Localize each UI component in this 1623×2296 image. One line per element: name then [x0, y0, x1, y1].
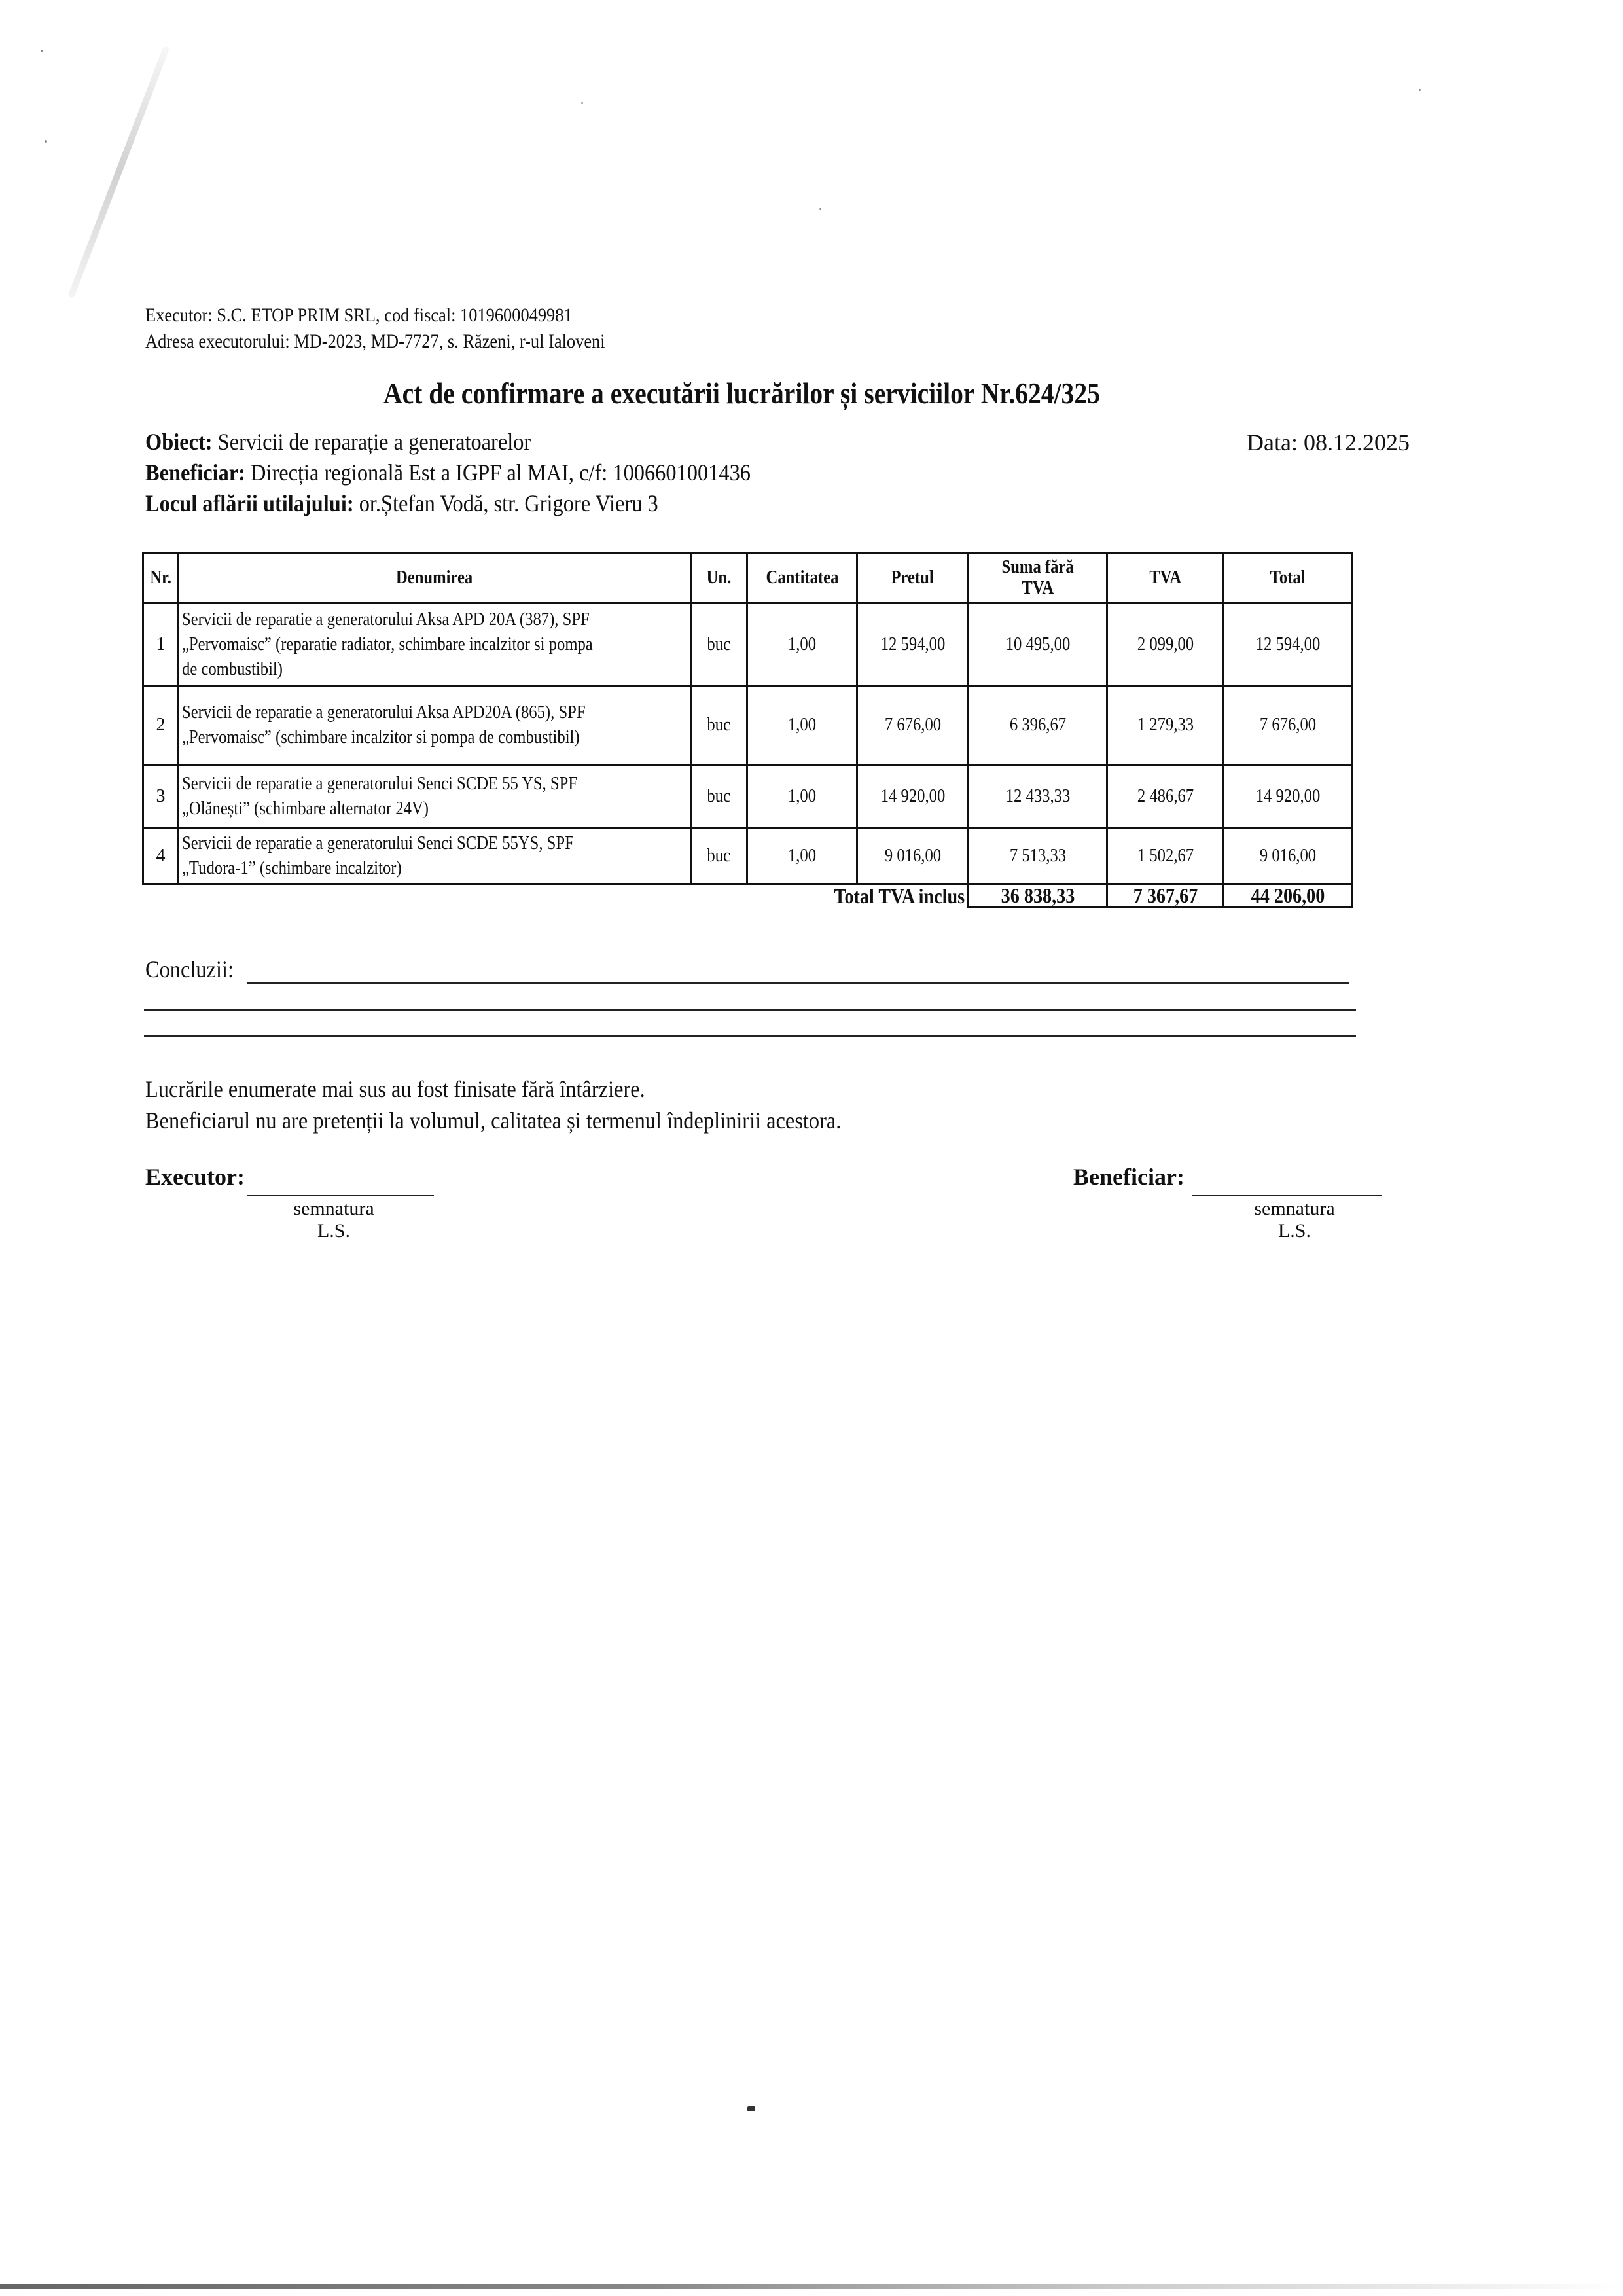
totals-row [143, 884, 1352, 907]
header-denumirea: Denumirea [179, 553, 691, 603]
cell-pretul: 12 594,00 [857, 603, 969, 686]
table-row [143, 828, 1352, 884]
document-date: Data: 08.12.2025 [1247, 429, 1410, 456]
cell-suma-fara-tva: 10 495,00 [969, 603, 1107, 686]
header-total: Total [1224, 553, 1352, 603]
cell-nr: 2 [143, 686, 179, 765]
scan-speck [45, 140, 47, 143]
totals-label: Total TVA inclus [179, 884, 969, 907]
scan-speck [41, 50, 43, 52]
cell-denumirea: Servicii de reparatie a generatorului Senci SCDE 55 YS, SPF „Olănești” (schimbare alternator 24V) [179, 765, 691, 828]
header-tva: TVA [1107, 553, 1224, 603]
cell-denumirea: Servicii de reparatie a generatorului Aksa APD 20A (387), SPF „Pervomaisc” (reparatie radiator, schimbare incalzitor si pompa de combustibil) [179, 603, 691, 686]
document-title: Act de confirmare a executării lucrărilor și serviciilor Nr.624/325 [383, 377, 1100, 410]
table-row [143, 686, 1352, 765]
cell-total: 7 676,00 [1224, 686, 1352, 765]
cell-nr: 3 [143, 765, 179, 828]
items-table [142, 552, 1353, 908]
header-pretul: Pretul [857, 553, 969, 603]
cell-cantitatea: 1,00 [747, 603, 857, 686]
scan-speck [747, 2106, 755, 2111]
cell-pretul: 9 016,00 [857, 828, 969, 884]
statement-line-2: Beneficiarul nu are pretenții la volumul, calitatea și termenul îndeplinirii acestora. [145, 1107, 842, 1134]
scan-speck [1419, 89, 1421, 91]
beneficiar-signature-caption [1236, 1198, 1353, 1242]
table-row [143, 765, 1352, 828]
beneficiar-label: Beneficiar: [145, 459, 245, 486]
concluzii-line-3[interactable] [144, 1035, 1356, 1037]
executor-line: Executor: S.C. ETOP PRIM SRL, cod fiscal: 1019600049981 [145, 304, 573, 326]
beneficiar-signature-label: Beneficiar: [1073, 1164, 1185, 1190]
cell-suma-fara-tva: 12 433,33 [969, 765, 1107, 828]
concluzii-label: Concluzii: [145, 956, 234, 982]
cell-nr: 4 [143, 828, 179, 884]
cell-cantitatea: 1,00 [747, 828, 857, 884]
document-meta [145, 427, 751, 519]
executor-ls: L.S. [317, 1220, 350, 1242]
cell-pretul: 7 676,00 [857, 686, 969, 765]
table-row [143, 603, 1352, 686]
executor-signature-label: Executor: [145, 1164, 245, 1190]
concluzii-line-2[interactable] [144, 1009, 1356, 1011]
cell-tva: 2 486,67 [1107, 765, 1224, 828]
obiect-value: Servicii de reparație a generatoarelor [212, 429, 531, 455]
cell-total: 12 594,00 [1224, 603, 1352, 686]
cell-suma-fara-tva: 6 396,67 [969, 686, 1107, 765]
cell-cantitatea: 1,00 [747, 686, 857, 765]
cell-un: buc [691, 765, 747, 828]
header-un: Un. [691, 553, 747, 603]
cell-pretul: 14 920,00 [857, 765, 969, 828]
beneficiar-line [145, 457, 751, 488]
scan-bottom-edge [0, 2284, 1623, 2289]
locul-value: or.Ștefan Vodă, str. Grigore Vieru 3 [353, 490, 658, 516]
beneficiar-signature-block [1073, 1163, 1185, 1191]
scan-speck [819, 208, 821, 210]
totals-spacer [143, 884, 179, 907]
cell-denumirea: Servicii de reparatie a generatorului Senci SCDE 55YS, SPF „Tudora-1” (schimbare incalzitor) [179, 828, 691, 884]
beneficiar-semnatura: semnatura [1254, 1198, 1335, 1219]
cell-un: buc [691, 828, 747, 884]
executor-signature-caption [275, 1198, 393, 1242]
cell-nr: 1 [143, 603, 179, 686]
header-cantitatea: Cantitatea [747, 553, 857, 603]
cell-tva: 1 502,67 [1107, 828, 1224, 884]
scan-speck [581, 102, 583, 104]
locul-line [145, 488, 751, 519]
statement [145, 1073, 841, 1136]
cell-total: 14 920,00 [1224, 765, 1352, 828]
totals-tva: 7 367,67 [1107, 884, 1224, 907]
cell-un: buc [691, 686, 747, 765]
statement-line-1: Lucrările enumerate mai sus au fost finisate fără întârziere. [145, 1076, 645, 1102]
cell-cantitatea: 1,00 [747, 765, 857, 828]
concluzii-line-1[interactable] [247, 982, 1349, 984]
header-nr: Nr. [143, 553, 179, 603]
obiect-label: Obiect: [145, 429, 213, 455]
cell-un: buc [691, 603, 747, 686]
cell-tva: 2 099,00 [1107, 603, 1224, 686]
beneficiar-ls: L.S. [1277, 1220, 1311, 1242]
beneficiar-signature-line[interactable] [1192, 1195, 1382, 1196]
totals-suma-fara-tva: 36 838,33 [969, 884, 1107, 907]
obiect-line [145, 427, 751, 457]
locul-label: Locul aflării utilajului: [145, 490, 354, 516]
scan-streak-artifact [67, 46, 169, 298]
cell-tva: 1 279,33 [1107, 686, 1224, 765]
totals-total: 44 206,00 [1224, 884, 1352, 907]
cell-total: 9 016,00 [1224, 828, 1352, 884]
cell-suma-fara-tva: 7 513,33 [969, 828, 1107, 884]
executor-semnatura: semnatura [293, 1198, 374, 1219]
executor-signature-line[interactable] [247, 1195, 434, 1196]
table-header-row [143, 553, 1352, 603]
executor-info [145, 302, 605, 355]
cell-denumirea: Servicii de reparatie a generatorului Aksa APD20A (865), SPF „Pervomaisc” (schimbare incalzitor si pompa de combustibil) [179, 686, 691, 765]
header-suma-fara-tva: Suma fără TVA [969, 553, 1107, 603]
beneficiar-value: Direcția regională Est a IGPF al MAI, c/f: 1006601001436 [245, 459, 751, 486]
executor-address: Adresa executorului: MD-2023, MD-7727, s. Răzeni, r-ul Ialoveni [145, 331, 605, 352]
executor-signature-block [145, 1163, 245, 1191]
